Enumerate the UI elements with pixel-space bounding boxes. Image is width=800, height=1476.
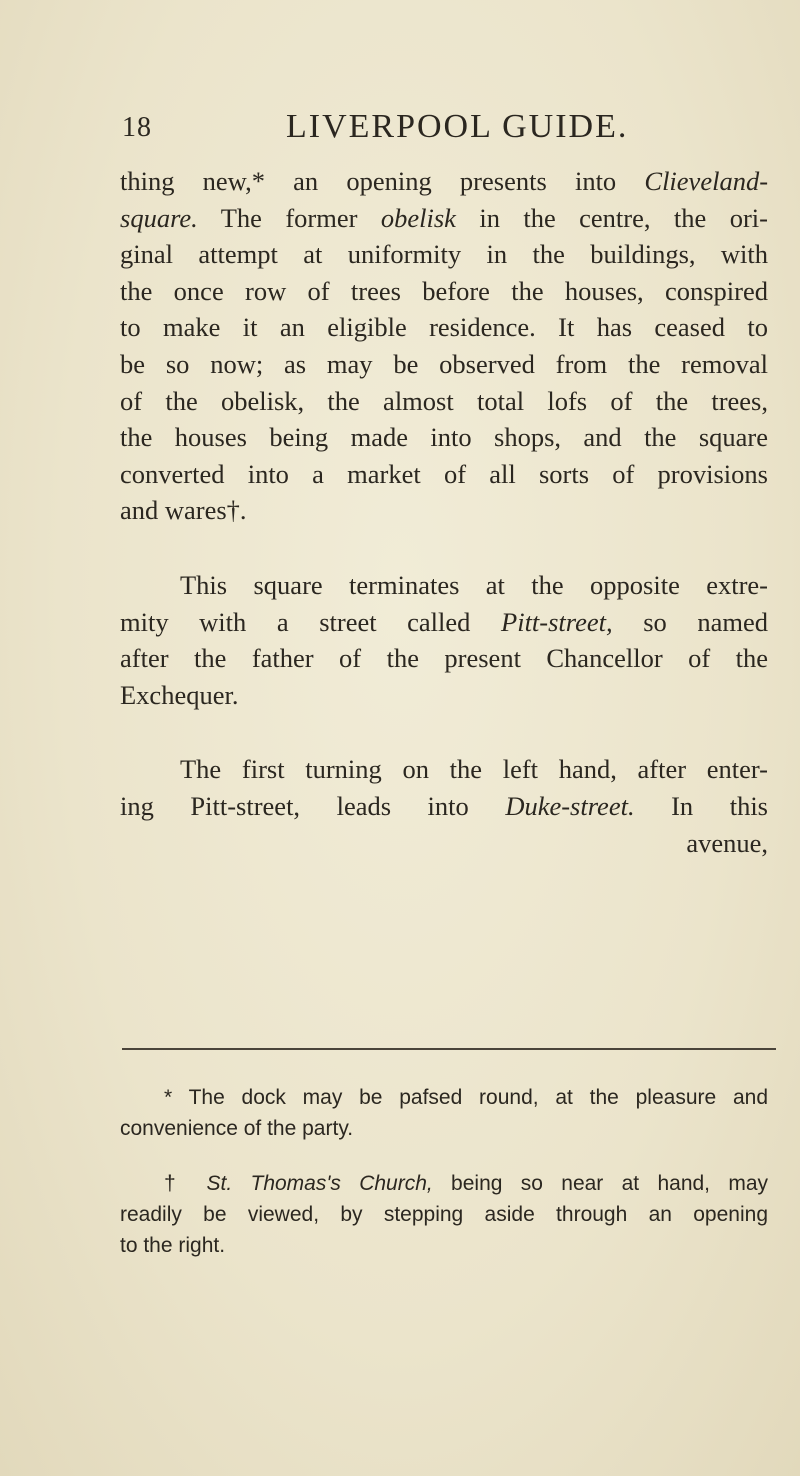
- footnote-line: convenience of the party.: [120, 1117, 354, 1140]
- footnote-line: * The dock may be pafsed round, at the pleasure and: [164, 1086, 768, 1109]
- text-line: to make it an eligible residence. It has ceased to: [120, 312, 768, 343]
- text-line: be so now; as may be observed from the removal: [120, 348, 768, 379]
- footnote-line: to the right.: [120, 1234, 226, 1257]
- text-line: ing Pitt-street, leads into Duke-street. In this: [120, 790, 768, 821]
- text-line: mity with a street called Pitt-street, so named: [120, 606, 768, 637]
- page-number: 18: [122, 112, 152, 143]
- text-line: Exchequer.: [120, 679, 239, 710]
- text-line: of the obelisk, the almost total lofs of the trees,: [120, 385, 768, 416]
- catchword: avenue,: [686, 827, 768, 858]
- text-line: This square terminates at the opposite extre-: [180, 569, 768, 600]
- text-line: thing new,* an opening presents into Clieveland-: [120, 166, 769, 196]
- footnote-rule: [122, 1048, 776, 1050]
- text-line: the once row of trees before the houses, conspired: [120, 275, 768, 306]
- text-line: and wares†.: [120, 495, 247, 526]
- text-line: the houses being made into shops, and the square: [120, 422, 768, 453]
- text-line: converted into a market of all sorts of provisions: [120, 458, 768, 489]
- page-header: [0, 108, 800, 158]
- text-line: ginal attempt at uniformity in the buildings, with: [120, 239, 768, 270]
- footnote-line: readily be viewed, by stepping aside through an opening: [120, 1203, 768, 1226]
- footnote-line: † St. Thomas's Church, being so near at hand, may: [164, 1172, 769, 1195]
- text-line: The first turning on the left hand, after enter-: [180, 754, 768, 785]
- footnotes: [120, 1082, 768, 1261]
- running-head: LIVERPOOL GUIDE.: [286, 108, 629, 145]
- text-line: square. The former obelisk in the centre, the ori-: [120, 202, 768, 233]
- text-line: after the father of the present Chancellor of the: [120, 643, 768, 674]
- body-text: [120, 163, 768, 861]
